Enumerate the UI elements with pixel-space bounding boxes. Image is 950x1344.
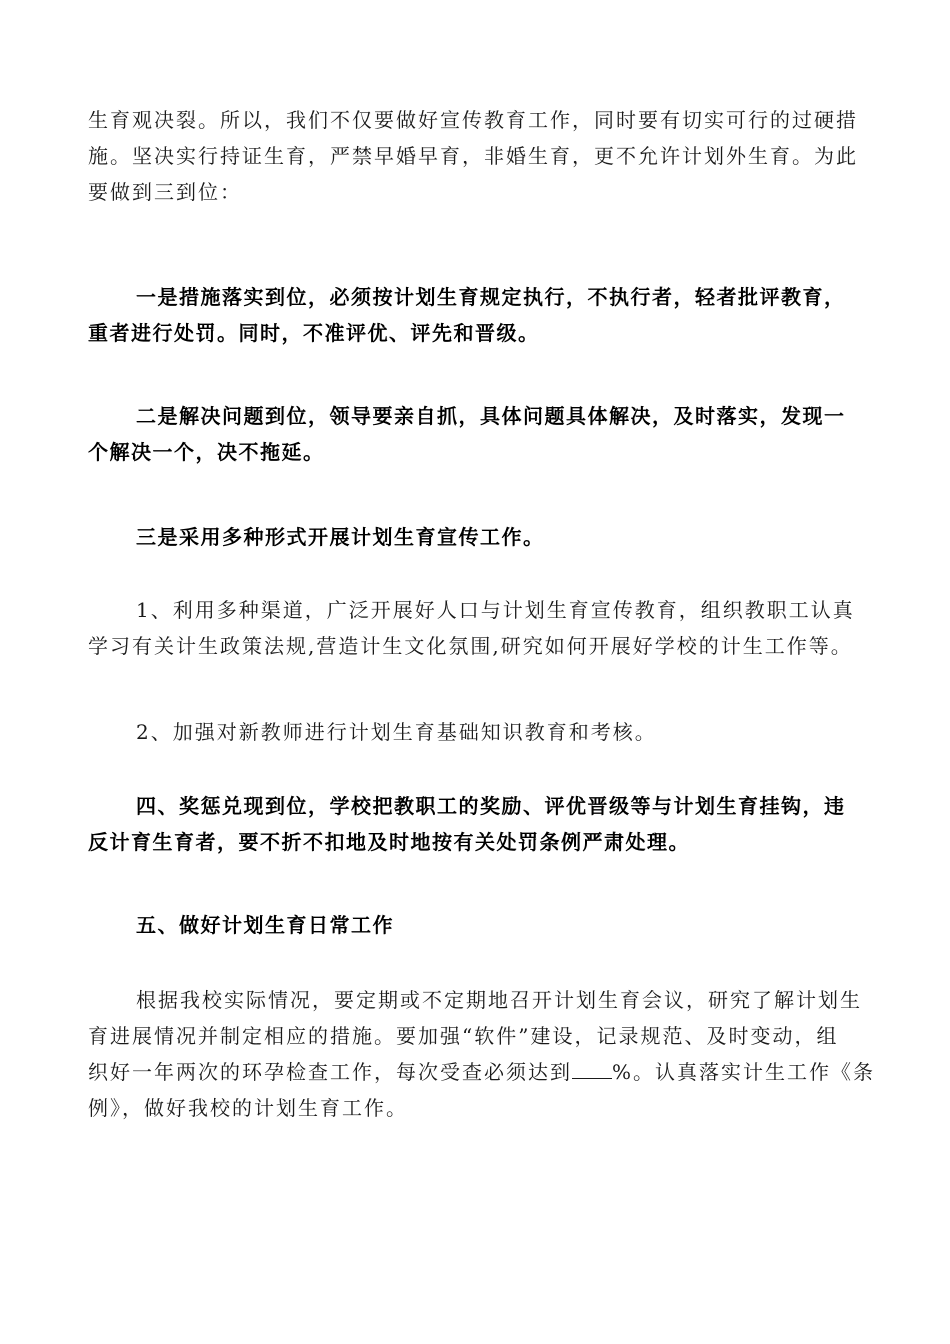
paragraph-item-1: [88, 592, 874, 664]
paragraph-intro: [88, 102, 874, 210]
text-segment: %。认真落实计生工作《条: [612, 1060, 876, 1084]
text-line: 施。坚决实行持证生育，严禁早婚早育，非婚生育，更不允许计划外生育。为此: [88, 144, 858, 168]
text-line: 个解决一个，决不拖延。: [88, 440, 325, 464]
text-line: 根据我校实际情况，要定期或不定期地召开计划生育会议，研究了解计划生: [136, 988, 862, 1012]
text-line: 要做到三到位：: [88, 180, 242, 204]
text-line: 1、利用多种渠道，广泛开展好人口与计划生育宣传教育，组织教职工认真: [136, 598, 855, 622]
text-line: 重者进行处罚。同时，不准评优、评先和晋级。: [88, 321, 540, 345]
text-line: 学习有关计生政策法规,营造计生文化氛围,研究如何开展好学校的计生工作等。: [88, 634, 853, 658]
paragraph-point-five: [88, 907, 874, 943]
text-line: 2、加强对新教师进行计划生育基础知识教育和考核。: [136, 720, 657, 744]
paragraph-daily-work: [88, 982, 874, 1126]
text-line: 育进展情况并制定相应的措施。要加强“软件”建设，记录规范、及时变动，组: [88, 1024, 839, 1048]
paragraph-point-one: [88, 279, 874, 351]
text-segment: 织好一年两次的环孕检查工作，每次受查必须达到: [88, 1060, 572, 1084]
text-line: 生育观决裂。所以，我们不仅要做好宣传教育工作，同时要有切实可行的过硬措: [88, 108, 858, 132]
paragraph-point-two: [88, 398, 874, 470]
text-line: 四、奖惩兑现到位，学校把教职工的奖励、评优晋级等与计划生育挂钩，违: [136, 794, 846, 818]
text-line: 例》，做好我校的计划生育工作。: [88, 1096, 408, 1120]
text-line: 二是解决问题到位，领导要亲自抓，具体问题具体解决，及时落实，发现一: [136, 404, 846, 428]
text-line: [88, 1054, 874, 1090]
text-line: 一是措施落实到位，必须按计划生育规定执行，不执行者，轻者批评教育，: [136, 285, 846, 309]
text-line: 五、做好计划生育日常工作: [136, 913, 394, 937]
fill-in-blank: [572, 1058, 612, 1079]
text-line: 反计育生育者，要不折不扣地及时地按有关处罚条例严肃处理。: [88, 830, 690, 854]
paragraph-item-2: [88, 714, 874, 750]
paragraph-point-three: [88, 519, 874, 555]
paragraph-point-four: [88, 788, 874, 860]
text-line: 三是采用多种形式开展计划生育宣传工作。: [136, 525, 545, 549]
